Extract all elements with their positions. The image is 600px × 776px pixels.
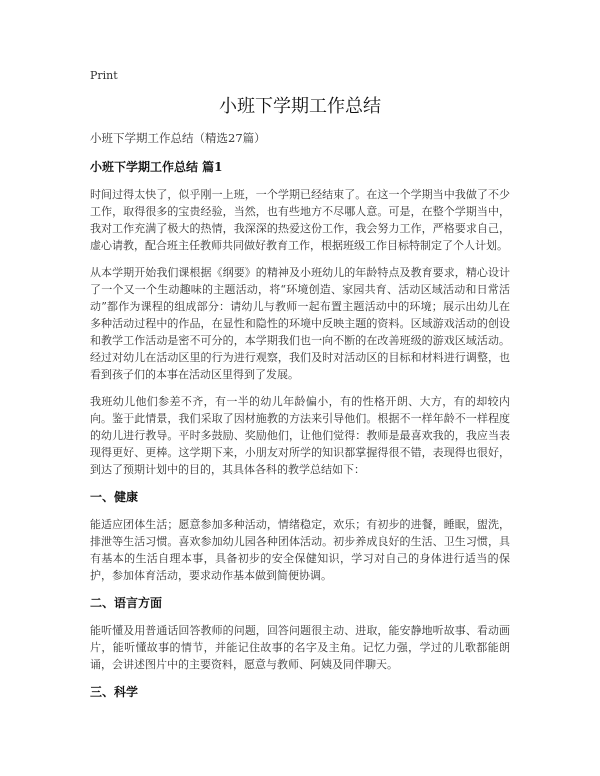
paragraph-3: 我班幼儿他们参差不齐，有一半的幼儿年龄偏小，有的性格开朗、大方，有的却较内向。鉴于此情景，我们采取了因材施教的方法来引导他们。根据不一样年龄不一样程度的幼儿进行教导。平时多鼓励、奖励他们，让他们觉得：教师是最喜欢我的，我应当表现得更好、更棒。这学期下来，小朋友对所学的知识都掌握得很不错，表现得也很好，到达了预期计划中的目的，其具体各科的教学总结如下： <box>90 395 510 476</box>
print-link[interactable]: Print <box>90 69 118 82</box>
subsection-heading-science: 三、科学 <box>90 685 139 699</box>
subsection-text-health: 能适应团体生活；愿意参加多种活动，情绪稳定，欢乐；有初步的进餐，睡眠，盥洗，排泄等生活习惯。喜欢参加幼儿园各种团体活动。初步养成良好的生活、卫生习惯，具有基本的生活自理本事，具备初步的安全保健知识，学习对自己的身体进行适当的保护，参加体育活动，要求动作基本做到简便协调。 <box>90 518 510 582</box>
subsection-heading-health: 一、健康 <box>90 490 139 504</box>
doc-subtitle: 小班下学期工作总结（精选27篇） <box>90 131 266 145</box>
paragraph-2: 从本学期开始我们课根据《纲要》的精神及小班幼儿的年龄特点及教育要求，精心设计了一个又一个生动趣味的主题活动，将“环境创造、家园共育、活动区域活动和日常活动”都作为课程的组成部分：请幼儿与教师一起布置主题活动中的环境；展示出幼儿在多种活动过程中的作品，在显性和隐性的环境中反映主题的资料。区域游戏活动的创设和教学工作活动是密不可分的，本学期我们也一向不断的在改善班级的游戏区域活动。经过对幼儿在活动区里的行为进行观察，我们及时对活动区的目标和材料进行调整，也看到孩子们的本事在活动区里得到了发展。 <box>90 266 510 381</box>
paragraph-1: 时间过得太快了，似乎刚一上班，一个学期已经结束了。在这一个学期当中我做了不少工作，取得很多的宝贵经验，当然，也有些地方不尽哪人意。可是，在整个学期当中，我对工作充满了极大的热情，我深深的热爱这份工作，我会努力工作，严格要求自己，虚心请教，配合班主任教师共同做好教育工作，根据班级工作目标特制定了个人计划。 <box>90 188 510 252</box>
subsection-heading-language: 二、语言方面 <box>90 596 163 610</box>
section-heading: 小班下学期工作总结 篇1 <box>90 160 223 174</box>
subsection-text-language: 能听懂及用普通话回答教师的问题，回答问题很主动、进取，能安静地听故事、看动画片，能听懂故事的情节，并能记住故事的名字及主角。记忆力强，学过的儿歌都能朗诵，会讲述图片中的主要资料，愿意与教师、阿姨及同伴聊天。 <box>90 624 510 671</box>
page-title: 小班下学期工作总结 <box>219 96 381 117</box>
